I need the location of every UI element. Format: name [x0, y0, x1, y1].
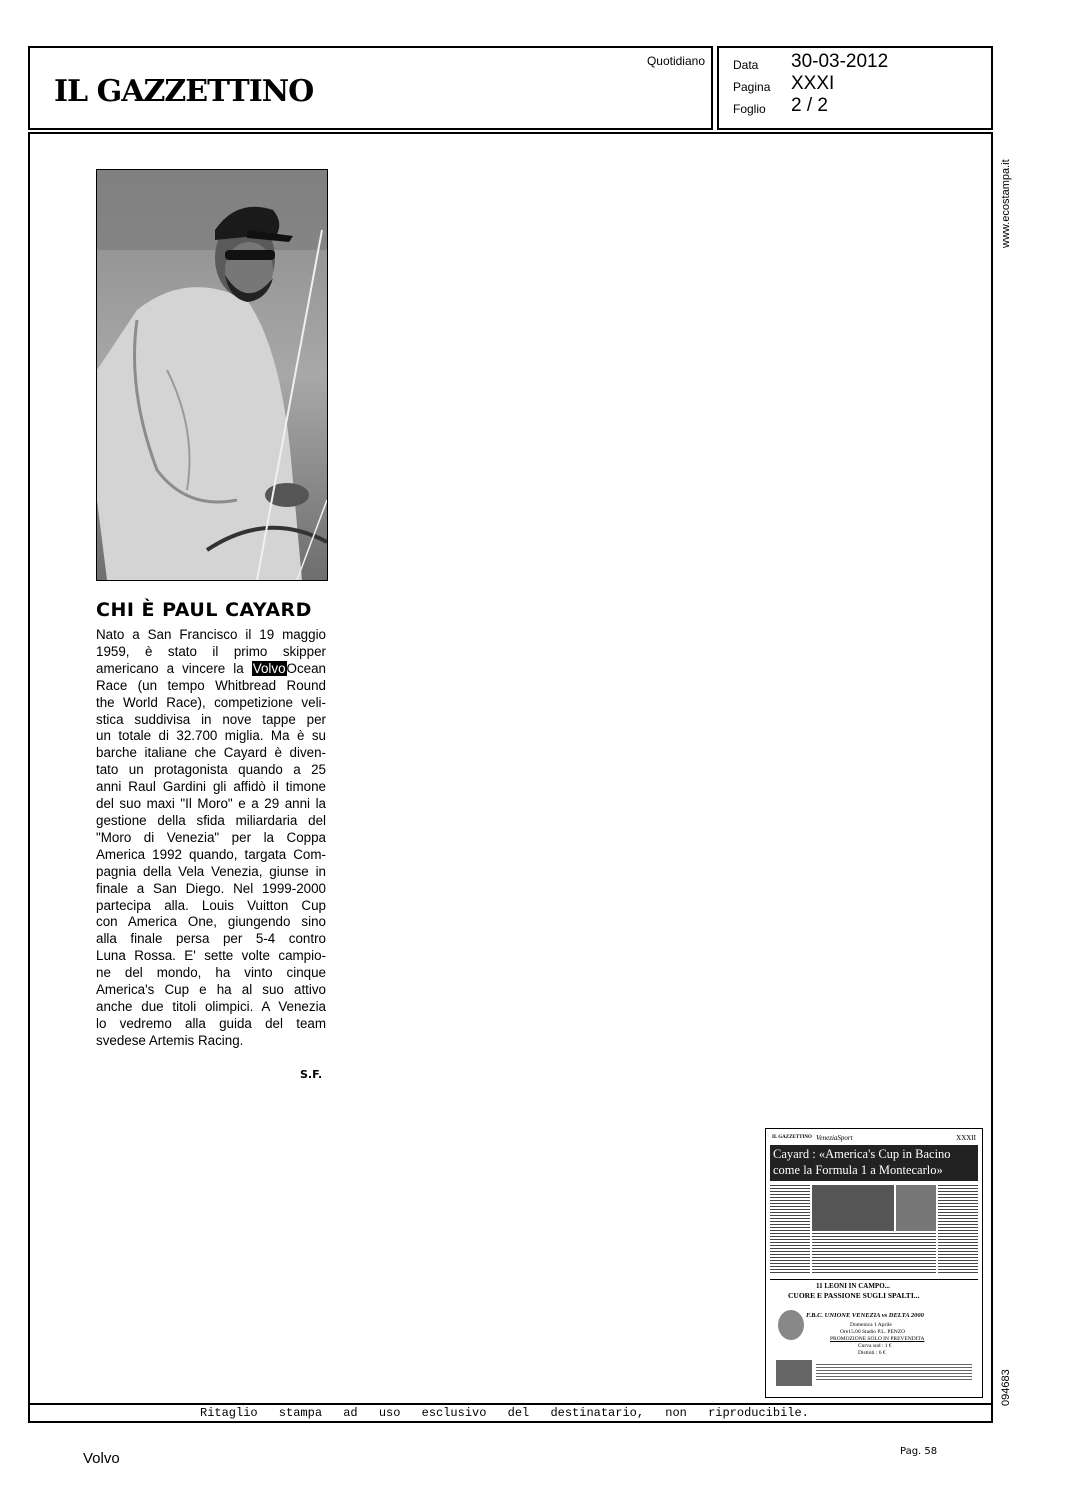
copyright-notice: Ritaglio stampa ad uso esclusivo del destinatario, non riproducibile. — [200, 1406, 809, 1420]
publication-type: Quotidiano — [646, 54, 705, 68]
masthead-meta-box — [717, 46, 993, 130]
article-line: stica suddivisa in nove tappe per — [96, 711, 326, 727]
article-line: alla finale persa per 5-4 contro — [96, 931, 326, 947]
thumb-page: XXXII — [956, 1134, 976, 1142]
thumb-ad — [770, 1279, 978, 1392]
thumb-ad-fineprint — [816, 1364, 972, 1382]
newspaper-title: IL GAZZETTINO — [54, 74, 314, 109]
page-value: XXXI — [791, 73, 835, 94]
article-line: lo vedremo alla guida del team — [96, 1015, 326, 1031]
thumb-promo-2: CUORE E PASSIONE SUGLI SPALTI... — [788, 1291, 920, 1300]
thumb-headline-band — [770, 1145, 978, 1181]
date-value: 30-03-2012 — [791, 51, 889, 72]
article-line: the World Race), competizione veli- — [96, 694, 326, 710]
article-line: gestione della sfida miliardaria del — [96, 812, 326, 828]
article-line: tato un protagonista quando a 25 — [96, 762, 326, 778]
article-headline: CHI È PAUL CAYARD — [96, 599, 312, 621]
article-signature: S.F. — [300, 1068, 323, 1081]
thumb-column-left — [770, 1185, 810, 1275]
thumb-price-1: Curva sud : 1 € — [858, 1343, 892, 1349]
thumb-match-date: Domenica 1 Aprile — [850, 1322, 892, 1328]
thumb-section: VeneziaSport — [816, 1134, 853, 1142]
thumb-match-time: Ore15.00 Stadio P.L. PENZO — [840, 1329, 906, 1335]
article-line: un totale di 32.700 miglia. Ma è su — [96, 728, 326, 744]
article-line: 1959, è stato il primo skipper — [96, 643, 326, 659]
article-line-highlight — [96, 661, 326, 678]
article-line: svedese Artemis Racing. — [96, 1032, 244, 1048]
page-label: Pagina — [733, 80, 771, 94]
highlight-suffix: Ocean — [286, 660, 326, 676]
article-line: America 1992 quando, targata Com- — [96, 846, 326, 862]
thumb-match: F.B.C. UNIONE VENEZIA vs DELTA 2000 — [806, 1312, 924, 1319]
thumb-masthead: IL GAZZETTINO — [772, 1135, 812, 1140]
thumb-ad-photo — [776, 1360, 812, 1386]
footer-brand: Volvo — [83, 1450, 120, 1467]
thumb-column-right — [938, 1185, 978, 1275]
article-line: Nato a San Francisco il 19 maggio — [96, 627, 326, 642]
page-thumbnail — [765, 1128, 983, 1398]
article-body — [96, 627, 326, 1050]
article-line: "Moro di Venezia" per la Coppa — [96, 829, 326, 845]
highlighted-keyword: Volvo — [252, 660, 286, 676]
lion-crest-icon — [778, 1310, 804, 1340]
thumb-presale: PROMOZIONE SOLO IN PREVENDITA — [830, 1336, 925, 1342]
website-text: www.ecostampa.it — [1000, 159, 1012, 248]
thumb-price-2: Distinti : 6 € — [858, 1350, 886, 1356]
portrait-photo — [96, 169, 328, 581]
thumb-promo-1: 11 LEONI IN CAMPO... — [816, 1282, 890, 1290]
article-line: con America One, giungendo sino — [96, 914, 326, 930]
thumb-photo-2 — [896, 1185, 936, 1231]
date-label: Data — [733, 58, 759, 72]
article-line: ne del mondo, ha vinto cinque — [96, 965, 326, 981]
article-line: anche due titoli olimpici. A Venezia — [96, 998, 326, 1014]
sheet-value: 2 / 2 — [791, 95, 828, 116]
article-line: pagnia della Vela Venezia, giunse in — [96, 863, 326, 879]
thumb-photo — [812, 1185, 894, 1231]
footer-page-number: Pag. 58 — [900, 1446, 938, 1457]
article-line: finale a San Diego. Nel 1999-2000 — [96, 880, 326, 896]
article-line: Luna Rossa. E' sette volte campio- — [96, 948, 326, 964]
thumb-headline-1: Cayard : «America's Cup in Bacino — [773, 1147, 951, 1161]
article-line: del suo maxi "Il Moro" e a 29 anni la — [96, 796, 326, 812]
masthead-box — [28, 46, 713, 130]
article-line: partecipa alla. Louis Vuitton Cup — [96, 897, 326, 913]
thumb-column-mid — [812, 1233, 936, 1275]
article-line: barche italiane che Cayard è diven- — [96, 745, 326, 761]
article-line: anni Raul Gardini gli affidò il timone — [96, 779, 326, 795]
highlight-prefix: americano a vincere la — [96, 660, 244, 676]
sheet-label: Foglio — [733, 102, 766, 116]
thumb-headline-2: come la Formula 1 a Montecarlo» — [773, 1163, 943, 1177]
footer-divider — [30, 1403, 991, 1405]
article-line: Race (un tempo Whitbread Round — [96, 677, 326, 693]
article-line: America's Cup e ha al suo attivo — [96, 982, 326, 998]
sailor-photo-illustration — [97, 170, 327, 580]
clip-code: 094683 — [1000, 1369, 1012, 1406]
